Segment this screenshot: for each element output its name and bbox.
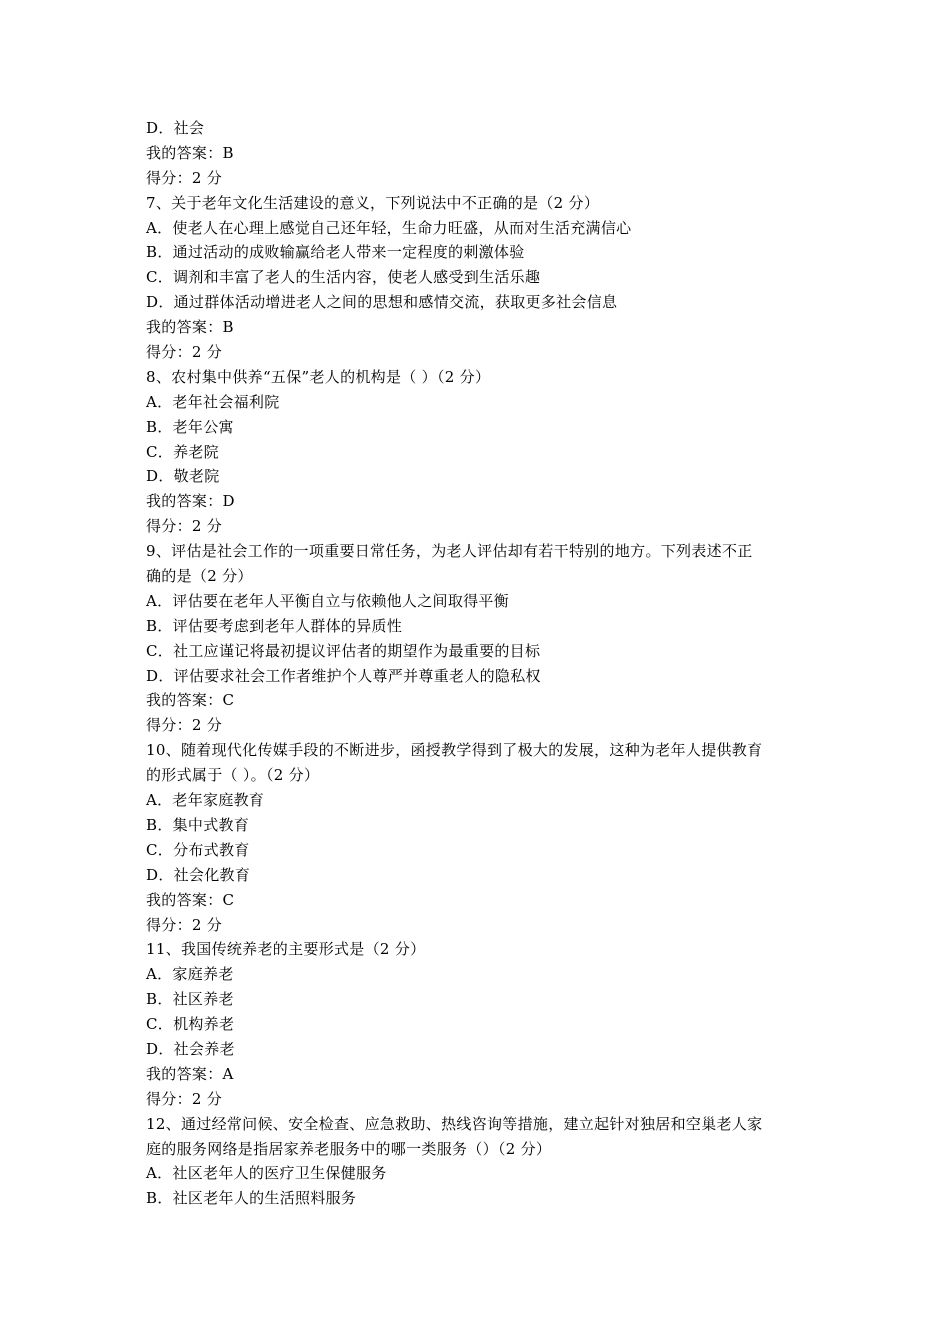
option-a: A．老年社会福利院 — [146, 392, 280, 411]
my-answer: 我的答案：A — [146, 1064, 234, 1083]
my-answer: 我的答案：B — [146, 318, 234, 337]
my-answer: 我的答案：D — [146, 492, 235, 511]
question-8: 8、农村集中供养“五保”老人的机构是（ ）（2 分） — [146, 367, 491, 386]
option-d: D．社会 — [146, 119, 205, 137]
option-c: C．分布式教育 — [146, 840, 250, 859]
option-a: A．评估要在老年人平衡自立与依赖他人之间取得平衡 — [146, 591, 510, 610]
option-a: A．社区老年人的医疗卫生保健服务 — [146, 1164, 387, 1183]
option-c: C．社工应谨记将最初提议评估者的期望作为最重要的目标 — [146, 641, 541, 660]
option-c: C．机构养老 — [146, 1015, 235, 1034]
option-d: D．敬老院 — [146, 467, 220, 486]
option-a: A．家庭养老 — [146, 965, 234, 984]
option-b: B．集中式教育 — [146, 815, 250, 834]
option-c: C．养老院 — [146, 442, 219, 461]
option-b: B．社区老年人的生活照料服务 — [146, 1189, 357, 1208]
option-d: D．评估要求社会工作者维护个人尊严并尊重老人的隐私权 — [146, 666, 541, 685]
score: 得分：2 分 — [146, 915, 223, 934]
my-answer: 我的答案：B — [146, 143, 234, 162]
option-b: B．老年公寓 — [146, 417, 234, 436]
question-12: 12、通过经常问候、安全检查、应急救助、热线咨询等措施，建立起针对独居和空巢老人家 — [146, 1114, 763, 1133]
option-a: A．老年家庭教育 — [146, 791, 265, 810]
score: 得分：2 分 — [146, 168, 223, 187]
option-a: A．使老人在心理上感觉自己还年轻，生命力旺盛，从而对生活充满信心 — [146, 218, 632, 237]
my-answer: 我的答案：C — [146, 691, 235, 710]
option-b: B．评估要考虑到老年人群体的异质性 — [146, 616, 403, 635]
option-c: C．调剂和丰富了老人的生活内容，使老人感受到生活乐趣 — [146, 268, 541, 287]
score: 得分：2 分 — [146, 517, 223, 536]
option-b: B．社区养老 — [146, 990, 234, 1009]
question-10: 10、随着现代化传媒手段的不断进步，函授教学得到了极大的发展，这种为老年人提供教育 — [146, 741, 763, 760]
option-d: D．社会化教育 — [146, 865, 251, 884]
question-9-cont: 确的是（2 分） — [146, 567, 253, 586]
my-answer: 我的答案：C — [146, 890, 235, 909]
option-b: B．通过活动的成败输赢给老人带来一定程度的刺激体验 — [146, 243, 525, 262]
option-d: D．社会养老 — [146, 1039, 235, 1058]
question-11: 11、我国传统养老的主要形式是（2 分） — [146, 940, 426, 959]
question-7: 7、关于老年文化生活建设的意义，下列说法中不正确的是（2 分） — [146, 193, 600, 212]
question-10-cont: 的形式属于（ ）。（2 分） — [146, 766, 320, 785]
question-9: 9、评估是社会工作的一项重要日常任务，为老人评估却有若干特别的地方。下列表述不正 — [146, 542, 753, 561]
question-12-cont: 庭的服务网络是指居家养老服务中的哪一类服务（）（2 分） — [146, 1139, 552, 1158]
score: 得分：2 分 — [146, 716, 223, 735]
score: 得分：2 分 — [146, 1089, 223, 1108]
document-page — [146, 116, 816, 1211]
score: 得分：2 分 — [146, 343, 223, 362]
option-d: D．通过群体活动增进老人之间的思想和感情交流，获取更多社会信息 — [146, 293, 618, 312]
